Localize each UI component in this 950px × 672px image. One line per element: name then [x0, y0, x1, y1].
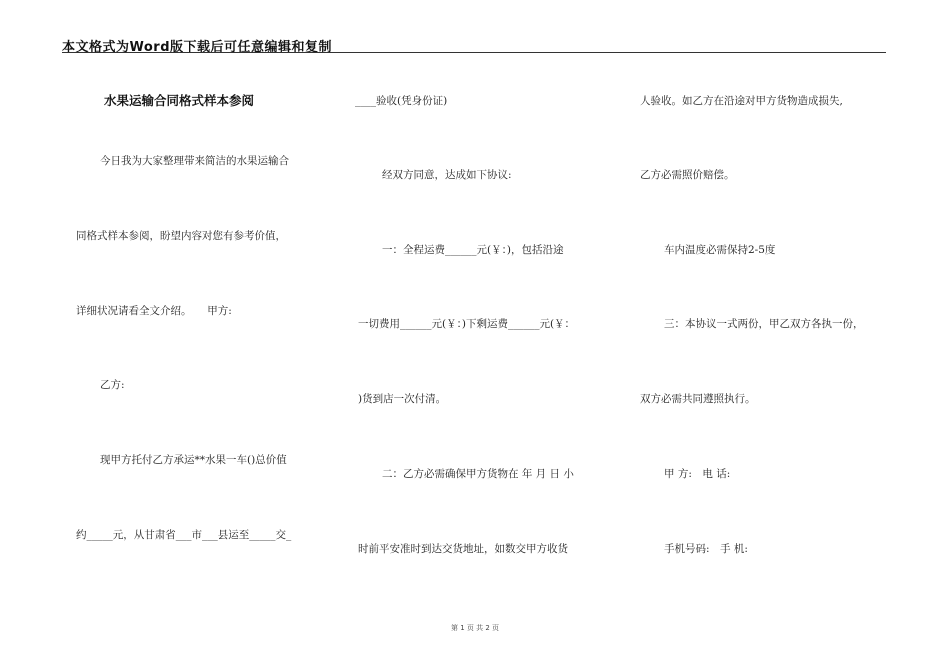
paragraph-line: )货到店一次付清。: [358, 393, 447, 405]
paragraph-line: 今日我为大家整理带来简洁的水果运输合: [100, 155, 289, 167]
paragraph-line: 二：乙方必需确保甲方货物在 年 月 日 小: [382, 468, 574, 480]
document-title: 水果运输合同格式样本参阅: [104, 93, 255, 108]
paragraph-line: 甲 方: 电 话:: [664, 468, 731, 480]
paragraph-line: 现甲方托付乙方承运**水果一车()总价值: [100, 454, 287, 466]
paragraph-line: 详细状况请看全文介绍。 甲方:: [76, 305, 232, 317]
paragraph-line: 双方必需共同遵照执行。: [640, 393, 756, 405]
header-rule: [62, 52, 886, 53]
paragraph-line: 一：全程运费______元(￥：)，包括沿途: [382, 244, 564, 256]
paragraph-line: 乙方:: [100, 379, 125, 391]
paragraph-line: 经双方同意，达成如下协议:: [382, 169, 512, 181]
paragraph-line: 三：本协议一式两份，甲乙双方各执一份，: [664, 318, 864, 330]
paragraph-line: 约_____元，从甘肃省___市___县运至_____交_: [76, 529, 292, 541]
paragraph-line: 车内温度必需保持2-5度: [664, 244, 776, 256]
document-header: 本文格式为Word版下载后可任意编辑和复制: [62, 40, 333, 55]
paragraph-line: 时前平安准时到达交货地址，如数交甲方收货: [358, 543, 568, 555]
paragraph-line: ____验收(凭身份证): [355, 95, 448, 107]
paragraph-line: 乙方必需照价赔偿。: [640, 169, 735, 181]
paragraph-line: 人验收。如乙方在沿途对甲方货物造成损失,: [640, 95, 843, 107]
paragraph-line: 手机号码: 手 机:: [664, 543, 748, 555]
page-number: 第 1 页 共 2 页: [450, 624, 500, 632]
paragraph-line: 同格式样本参阅，盼望内容对您有参考价值，: [76, 230, 286, 242]
paragraph-line: 一切费用______元(￥：)下剩运费______元(￥：: [358, 318, 576, 330]
